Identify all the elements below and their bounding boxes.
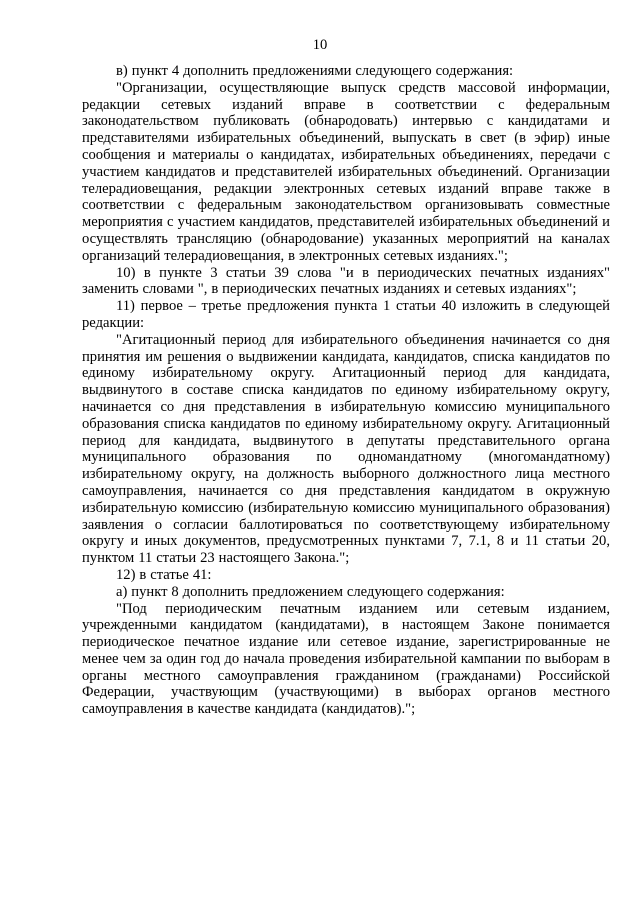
paragraph-item-11: 11) первое – третье предложения пункта 1 статьи 40 изложить в следующей редакции: [82,298,610,331]
paragraph-item-10: 10) в пункте 3 статьи 39 слова "и в периодических печатных изданиях" заменить словами ", в периодических печатных изданиях и сетевых изданиях"; [82,264,610,298]
paragraph-amendment-v: в) пункт 4 дополнить предложениями следующего содержания: [116,63,514,79]
paragraph-amendment-a: а) пункт 8 дополнить предложением следующего содержания: [116,583,505,600]
paragraph-periodical-definition: "Под периодическим печатным изданием или сетевым изданием, учрежденными кандидатом (кандидатами), в настоящем Законе понимается периодическое печатное издание или сетевое издание, зарегистрированные не менее чем за один год до начала проведения избирательной кампании по выборам в органы местного самоуправления гражданином (гражданами) Российской Федерации, участвующим (участвующими) в выборах органов местного самоуправления в качестве кандидата (кандидатов)."; [82,600,610,718]
page-number: 10 [312,37,328,53]
document-body [82,63,610,718]
paragraph-item-12: 12) в статье 41: [116,566,212,583]
paragraph-agitation-period: "Агитационный период для избирательного объединения начинается со дня принятия им решения о выдвижении кандидата, кандидатов, списка кандидатов по единому избирательному округу. Агитационный период для кандидата, выдвинутого в составе списка кандидатов по единому избирательному округу, начинается со дня представления в избирательную комиссию муниципального образования списка кандидатов по единому избирательному округу. Агитационный период для кандидата, выдвинутого в депутаты представительного органа муниципального образования по одномандатному (многомандатному) избирательному округу, на должность выборного должностного лица местного самоуправления, начинается со дня представления кандидатом в окружную избирательную комиссию (избирательную комиссию муниципального образования) заявления о согласии баллотироваться по соответствующему избирательному округу и иных документов, предусмотренных пунктами 7, 7.1, 8 и 11 статьи 20, пунктом 11 статьи 23 настоящего Закона."; [82,331,610,567]
paragraph-media-organizations: "Организации, осуществляющие выпуск средств массовой информации, редакции сетевых изданий вправе в соответствии с федеральным законодательством публиковать (обнародовать) интервью с кандидатами и представителями избирательных объединений, выпускать в свет (в эфир) иные сообщения и материалы о кандидатах, избирательных объединениях, передачи с участием кандидатов и представителей избирательных объединений. Организации телерадиовещания, редакции электронных сетевых изданий вправе также в соответствии с федеральным законодательством организовывать совместные мероприятия с участием кандидатов, представителей избирательных объединений и осуществлять трансляцию (обнародование) указанных мероприятий на каналах организаций телерадиовещания, в электронных сетевых изданиях."; [82,79,610,264]
